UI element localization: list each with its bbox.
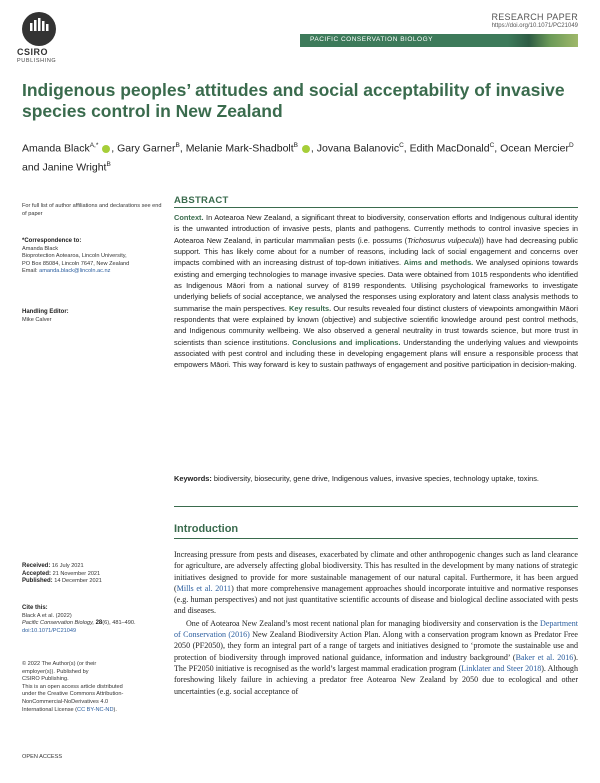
citation	[22, 605, 162, 635]
citation-link[interactable]: Mills et al. 2011	[176, 583, 232, 593]
copyright-line: NonCommercial-NoDerivatives 4.0	[22, 698, 109, 705]
handling-editor	[22, 309, 162, 324]
copyright-line: This is an open access article distributed	[22, 683, 123, 690]
citation-link[interactable]: Department of Conservation (2016)	[174, 618, 578, 640]
abstract-heading: ABSTRACT	[174, 195, 229, 206]
copyright-line: ).	[113, 706, 117, 713]
intro-text: ). Although foreshowing likely failure in achieving a predator free Aotearoa New Zealand by 2050 due to ecological and other uncertainties (e.g. social acceptance of	[174, 663, 578, 696]
editor-heading: Handling Editor:	[22, 309, 69, 315]
author-conjunction: and	[22, 161, 40, 173]
cite-heading: Cite this:	[22, 605, 48, 611]
cite-authors: Black A et al. (2022)	[22, 612, 72, 619]
license-link[interactable]: CC BY-NC-ND	[77, 706, 114, 713]
received-label: Received:	[22, 563, 51, 569]
published-label: Published:	[22, 578, 53, 585]
abstract-conclusions: Understanding the underlying values and viewpoints associated with pest control and including these in developing engagement plans will ensure a responsible process that empowers Māori. This way forward is key to sustain pathways of engagement and positive participation in decision-making.	[174, 337, 578, 370]
editor-name: Mike Calver	[22, 316, 52, 323]
cite-doi-link[interactable]: doi:10.1071/PC21049	[22, 627, 77, 634]
introduction-heading: Introduction	[174, 523, 239, 535]
publisher-logo-icon	[29, 18, 49, 32]
abstract-body	[174, 212, 578, 371]
author-list: Amanda Black$^{A,*}$ , Gary Garner$^B$, Melanie Mark-Shadbolt$^B$ , Jovana Balanovic$^C$, Edith MacDonald$^C$, Ocean Mercier$^D$ and Janine Wright$^B$	[22, 142, 574, 173]
accepted-label: Accepted:	[22, 570, 52, 577]
copyright-line: © 2022 The Author(s) (or their	[22, 661, 97, 667]
author-name[interactable]: Melanie Mark-Shadbolt	[185, 142, 294, 155]
publisher-name: CSIRO	[17, 47, 49, 57]
publisher-sub: PUBLISHING	[17, 58, 57, 64]
citation-link[interactable]: Linklater and Steer 2018	[461, 663, 542, 673]
received-date: 16 July 2021	[51, 563, 84, 569]
keywords	[174, 473, 578, 484]
introduction-body	[174, 549, 578, 697]
correspondence	[22, 238, 162, 276]
copyright-line: under the Creative Commons Attribution-	[22, 691, 124, 698]
affil-sup: B	[293, 142, 298, 149]
orcid-icon[interactable]	[302, 145, 310, 153]
abstract-aims: We analysed opinions towards existing and emerging technologies to manage invasive species. Data were obtained from 1015 respondents who identified as Indigenous Māori from a national survey of 8199 respondents. Utilising psychological frameworks to investigate underlying beliefs of social acceptance, we analysed the responses using exploratory and latent class analysis methods to summarise the main perspectives.	[174, 258, 579, 313]
corr-name: Amanda Black	[22, 245, 59, 252]
copyright	[22, 661, 162, 714]
citation-link[interactable]: Baker et al. 2016	[515, 652, 574, 662]
dates	[22, 563, 162, 586]
cite-issue: (6), 481–490.	[102, 620, 136, 627]
intro-divider	[174, 538, 578, 539]
copyright-line: CSIRO Publishing.	[22, 676, 69, 683]
orcid-icon[interactable]	[102, 145, 110, 153]
abstract-divider	[174, 207, 578, 208]
corr-address: Bioprotection Aotearoa, Lincoln University,	[22, 253, 127, 260]
affiliation-note-text: For full list of author affiliations and declarations see end of paper	[22, 203, 162, 217]
abstract-aims-label: Aims and methods.	[403, 258, 474, 268]
article-type: RESEARCH PAPER	[491, 12, 578, 22]
banner-image	[508, 34, 578, 47]
keywords-label: Keywords:	[174, 474, 212, 483]
article-title: Indigenous peoples’ attitudes and social acceptability of invasive species control in New Zealand	[22, 80, 565, 121]
copyright-line: employer(s)). Published by	[22, 668, 89, 675]
author-name[interactable]: Amanda Black	[22, 142, 90, 155]
cite-volume: 28	[95, 620, 103, 627]
affil-sup: C	[489, 142, 495, 149]
accepted-date: 21 November 2021	[52, 570, 101, 577]
open-access-label: OPEN ACCESS	[22, 754, 63, 760]
abstract-context: In Aotearoa New Zealand, a significant threat to biodiversity, conservation efforts and Indigenous cultural identity is the unwanted introduction of invasive pests, plants and pathogens. Currently methods to control invasive species in Aotearoa New Zealand, in particular mammalian pests (i.e. possums (	[174, 213, 578, 245]
abstract-conclusions-label: Conclusions and implications.	[292, 337, 401, 347]
journal-name: PACIFIC CONSERVATION BIOLOGY	[310, 36, 433, 43]
author-name[interactable]: Ocean Mercier	[500, 142, 569, 155]
abstract-end-divider	[174, 506, 578, 507]
abstract-context-label: Context.	[174, 213, 204, 222]
intro-text: ). The PF2050 initiative is recognised as the world’s largest mammal eradication program (	[174, 652, 579, 673]
paragraph	[174, 618, 578, 697]
email-label: Email:	[22, 268, 38, 275]
intro-text: Increasing pressure from pests and diseases, exacerbated by climate and other anthropogenic changes such as land clearance for agriculture, are adversely affecting global biodiversity. This has resulted in the development by many nations of strategic initiatives designed to provide for more sustainable management of our natural capital. Furthermore, it has been argued (	[174, 550, 578, 593]
copyright-line: International License (	[22, 706, 78, 713]
intro-text: One of Aotearoa New Zealand’s most recent national plan for managing biodiversity and conservation is the	[186, 618, 541, 628]
affil-sup: B	[106, 160, 111, 168]
published-date: 14 December 2021	[54, 578, 102, 585]
abstract-context: )) have had decreasing public support. This has likely come about for a number of reasons, including lack of social engagement and concerns over impacts combined with an increasing distrust of top-down initiatives.	[174, 235, 578, 268]
author-name[interactable]: Janine Wright	[42, 161, 107, 173]
intro-text: ) that more comprehensive management approaches should incorporate intuitive and normative responses (e.g. human perspectives) and not just quantitative scientific accounts of disease and biological decline associated with pests and diseases.	[174, 583, 579, 616]
affil-sup: B	[175, 142, 180, 149]
corr-address: PO Box 85084, Lincoln 7647, New Zealand	[22, 260, 130, 267]
species-name: Trichosurus vulpecula	[407, 235, 479, 245]
author-name[interactable]: Gary Garner	[117, 142, 176, 155]
email-link[interactable]: amanda.black@lincoln.ac.nz	[39, 268, 111, 275]
doi-link[interactable]: https://doi.org/10.1071/PC21049	[491, 23, 578, 29]
journal-banner	[300, 34, 578, 47]
correspondence-heading: *Correspondence to:	[22, 238, 82, 244]
csiro-logo	[22, 12, 56, 46]
author-name[interactable]: Jovana Balanovic	[316, 142, 400, 155]
affil-sup: D	[569, 142, 574, 149]
affil-sup: A,*	[89, 142, 99, 149]
open-access	[22, 754, 162, 762]
abstract-results: Our results revealed four distinct clusters of viewpoints amongwithin Māori respondents that were explained by known (objective) and subjective scientific knowledge around pest control methods, and Indigenous community wellbeing. We also observed a general neutrality in trust towards science, but more trust in scientists than science institutions.	[174, 303, 578, 347]
author-name[interactable]: Edith MacDonald	[409, 142, 490, 155]
paragraph	[174, 549, 578, 617]
keywords-list: biodiversity, biosecurity, gene drive, Indigenous values, invasive species, technology uptake, toxins.	[211, 474, 539, 483]
cite-journal: Pacific Conservation Biology,	[22, 620, 95, 627]
affil-sup: C	[399, 142, 404, 149]
affiliation-note	[22, 203, 162, 218]
abstract-results-label: Key results.	[289, 303, 332, 313]
intro-text: New Zealand Biodiversity Action Plan. Along with a conservation program known as Predator Free 2050 (PF2050), they form an integral part of a range of targets and initiatives designed to ‘promote the sustainable use and protection of biodiversity through improved national guidance, information and industry background’ (	[174, 630, 578, 662]
